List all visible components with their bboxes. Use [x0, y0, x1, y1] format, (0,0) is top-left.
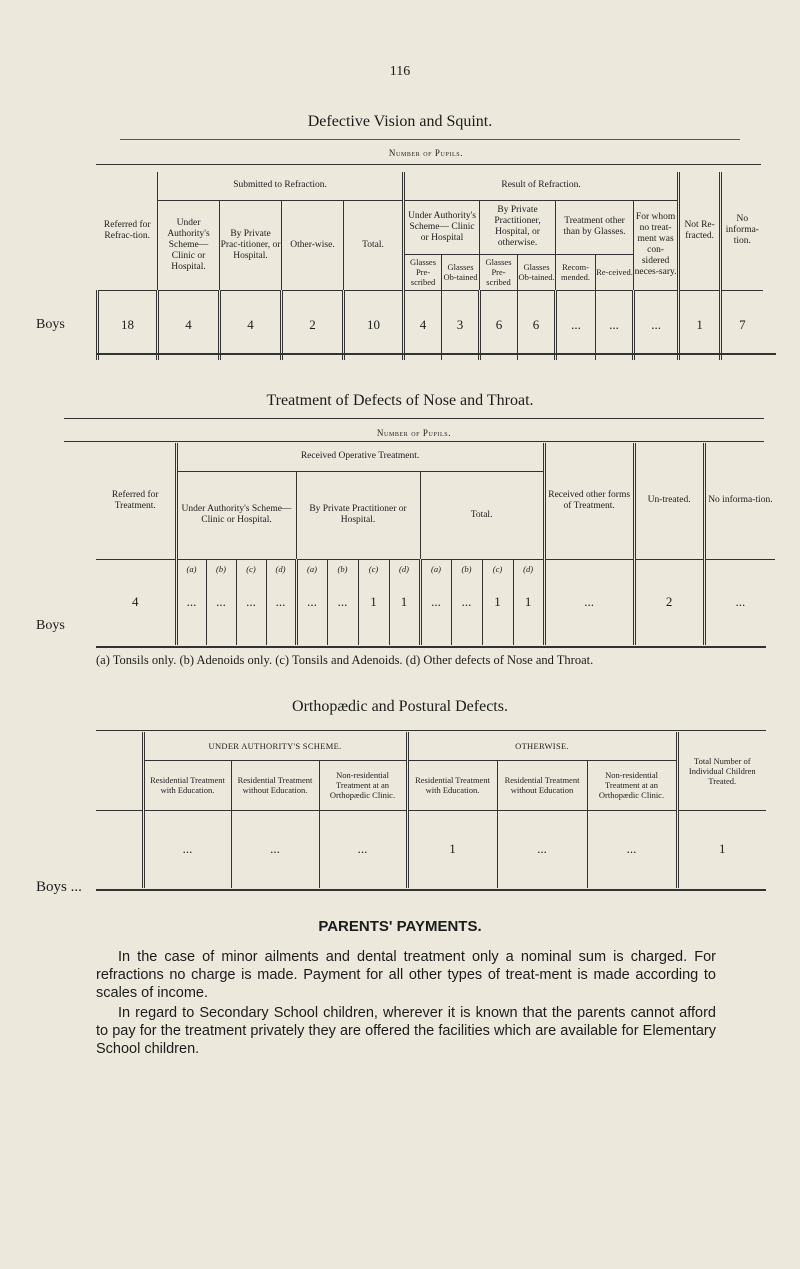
- ortho-head-res-no-edu: Residential Treatment without Education.: [231, 760, 319, 810]
- nose-sub-value: ...: [246, 593, 256, 609]
- nose-cell-untreated: 2: [634, 559, 704, 645]
- vision-cell: 10: [344, 290, 404, 360]
- ortho-head-non-res: Non-residential Treatment at an Orthopædic Clinic.: [319, 760, 407, 810]
- vision-row-label: Boys: [36, 317, 65, 332]
- ortho-row-label-cell: [96, 810, 143, 888]
- ortho-head-res-edu: Residential Treatment with Education.: [143, 760, 231, 810]
- nose-sub-letter: (d): [275, 563, 286, 574]
- nose-subcell: [266, 559, 296, 645]
- vision-head-referred: Referred for Refrac-tion.: [103, 219, 151, 241]
- nose-sub-letter: (c): [368, 563, 379, 574]
- nose-sub-letter: (a): [431, 563, 441, 574]
- nose-sub-letter: (c): [492, 563, 503, 574]
- vision-cell: ...: [634, 290, 679, 360]
- parents-para-2: In regard to Secondary School children, wherever it is known that the parents cannot afford to pay for the treatment privately they are offered the facilities which are available for Elementary School children.: [96, 1005, 716, 1057]
- vision-head-glasses-prescribed: Glasses Pre-scribed: [404, 254, 442, 290]
- nose-head-by-private: By Private Practitioner or Hospital.: [296, 471, 420, 559]
- nose-subcell: [236, 559, 266, 645]
- nose-sub-value: 1: [400, 593, 408, 609]
- ortho-head-total: Total Number of Individual Children Treated.: [677, 732, 766, 810]
- vision-head-submitted: Submitted to Refraction.: [158, 172, 404, 200]
- vision-top-rule: [96, 164, 761, 165]
- vision-cell: 3: [442, 290, 480, 360]
- nose-sub-letter: (c): [246, 563, 256, 574]
- vision-title: Defective Vision and Squint.: [307, 113, 493, 130]
- ortho-head-res-no-edu-2: Residential Treatment without Education: [497, 760, 587, 810]
- vision-title-rule: [120, 139, 740, 140]
- nose-sub-letter: (b): [216, 563, 226, 574]
- nose-sub-value: ...: [431, 593, 441, 609]
- nose-subcell: [206, 559, 236, 645]
- nose-sub-value: 1: [370, 593, 377, 609]
- nose-sub-value: ...: [216, 593, 226, 609]
- nose-sub-value: 1: [494, 593, 501, 609]
- nose-footnote: (a) Tonsils only. (b) Adenoids only. (c) Tonsils and Adenoids. (d) Other defects of Nose and Throat.: [96, 653, 594, 667]
- vision-cell: ...: [596, 290, 634, 360]
- vision-table: [96, 172, 763, 360]
- ortho-top-rule: [96, 730, 766, 731]
- nose-table: [96, 443, 775, 645]
- ortho-cell: ...: [231, 810, 319, 888]
- vision-head-for-whom: For whom no treat-ment was con-sidered neces-sary.: [634, 200, 679, 290]
- vision-cell: 7: [721, 290, 763, 360]
- nose-cell-other: ...: [544, 559, 634, 645]
- vision-head-sub-private: By Private Prac-titioner, or Hospital.: [220, 200, 282, 290]
- vision-head-res-private: By Private Practitioner, Hospital, or otherwise.: [480, 200, 556, 254]
- nose-sub-letter: (a): [307, 563, 317, 574]
- vision-bottom-rule: [96, 353, 776, 355]
- ortho-head-res-edu-2: Residential Treatment with Education.: [407, 760, 497, 810]
- vision-head-result: Result of Refraction.: [404, 172, 679, 200]
- vision-row-boys: [98, 290, 763, 360]
- nose-subcell: [451, 559, 482, 645]
- nose-sub-letter: (d): [399, 563, 409, 574]
- nose-head-received-op: Received Operative Treatment.: [176, 443, 544, 471]
- ortho-table: [96, 732, 766, 888]
- nose-head-no-info: No informa-tion.: [704, 443, 775, 559]
- ortho-cell: ...: [497, 810, 587, 888]
- ortho-cell: 1: [407, 810, 497, 888]
- vision-head-received: Re-ceived.: [596, 254, 634, 290]
- nose-head-other-forms: Received other forms of Treatment.: [544, 443, 634, 559]
- ortho-head-non-res-2: Non-residential Treatment at an Orthopædic Clinic.: [587, 760, 677, 810]
- nose-sub-letter: (b): [461, 563, 472, 574]
- nose-subcell: [420, 559, 451, 645]
- nose-sub-value: ...: [275, 593, 286, 609]
- vision-cell: 6: [480, 290, 518, 360]
- vision-cell: 18: [98, 290, 158, 360]
- nose-subcell: [513, 559, 544, 645]
- vision-head-glasses-obtained: Glasses Ob-tained: [442, 254, 480, 290]
- nose-subcell: [296, 559, 327, 645]
- nose-top-rule: [64, 441, 764, 442]
- nose-cell-noinfo: ...: [704, 559, 775, 645]
- vision-head-glasses-obtained-2: Glasses Ob-tained.: [518, 254, 556, 290]
- ortho-title: Orthopædic and Postural Defects.: [292, 698, 508, 715]
- nose-sub-value: 1: [524, 593, 532, 609]
- nose-subcell: [482, 559, 513, 645]
- vision-head-recommended: Recom-mended.: [556, 254, 596, 290]
- nose-head-total: Total.: [420, 471, 544, 559]
- vision-head-no-info: No informa-tion.: [721, 172, 763, 290]
- vision-head-glasses-prescribed-2: Glasses Pre-scribed: [480, 254, 518, 290]
- vision-head-not-refracted: Not Re-fracted.: [679, 172, 721, 290]
- vision-head-res-other: Treatment other than by Glasses.: [556, 200, 634, 254]
- vision-cell: 1: [679, 290, 721, 360]
- ortho-cell: ...: [319, 810, 407, 888]
- page-number: 116: [389, 64, 411, 79]
- nose-head-referred: Referred for Treatment.: [111, 489, 159, 511]
- nose-sub-value: ...: [307, 593, 317, 609]
- vision-head-sub-other: Other-wise.: [282, 200, 344, 290]
- nose-subcell: [389, 559, 420, 645]
- vision-caption: Number of Pupils.: [388, 148, 464, 158]
- nose-subcell: [327, 559, 358, 645]
- nose-caption: Number of Pupils.: [376, 428, 452, 438]
- vision-head-sub-authority: Under Authority's Scheme— Clinic or Hospital.: [158, 200, 220, 290]
- ortho-row-label: Boys ...: [36, 879, 82, 895]
- nose-sub-value: ...: [337, 593, 348, 609]
- ortho-cell: 1: [677, 810, 766, 888]
- vision-cell: 2: [282, 290, 344, 360]
- vision-cell: 4: [158, 290, 220, 360]
- nose-row-boys: [96, 559, 775, 645]
- ortho-row-boys: [96, 810, 766, 888]
- nose-subcell: [176, 559, 206, 645]
- ortho-head-under-scheme: UNDER AUTHORITY'S SCHEME.: [143, 732, 407, 760]
- ortho-cell: ...: [587, 810, 677, 888]
- vision-cell: ...: [556, 290, 596, 360]
- parents-para-1: In the case of minor ailments and dental treatment only a nominal sum is charged. For refractions no charge is made. Payment for all other types of treat-ment is made according to scales of income.: [96, 949, 716, 1001]
- ortho-head-otherwise: OTHERWISE.: [407, 732, 677, 760]
- nose-sub-letter: (b): [337, 563, 348, 574]
- nose-sub-letter: (a): [186, 563, 197, 574]
- vision-cell: 6: [518, 290, 556, 360]
- nose-sub-value: ...: [186, 593, 197, 609]
- vision-head-res-authority: Under Authority's Scheme— Clinic or Hospital: [404, 200, 480, 254]
- nose-row-label: Boys: [36, 618, 65, 633]
- nose-cell-referred: 4: [132, 594, 139, 610]
- ortho-head-blank: [96, 732, 143, 810]
- nose-head-untreated: Un-treated.: [634, 443, 704, 559]
- nose-head-under-auth: Under Authority's Scheme—Clinic or Hospital.: [176, 471, 296, 559]
- nose-subcell: [358, 559, 389, 645]
- vision-head-sub-total: Total.: [344, 200, 404, 290]
- nose-title: Treatment of Defects of Nose and Throat.: [266, 392, 534, 409]
- parents-heading: PARENTS' PAYMENTS.: [318, 918, 482, 935]
- ortho-bottom-rule: [96, 889, 766, 891]
- vision-cell: 4: [404, 290, 442, 360]
- nose-bottom-rule: [96, 646, 766, 648]
- ortho-cell: ...: [143, 810, 231, 888]
- nose-title-rule: [64, 418, 764, 419]
- nose-sub-value: ...: [461, 593, 472, 609]
- nose-sub-letter: (d): [523, 563, 534, 574]
- vision-cell: 4: [220, 290, 282, 360]
